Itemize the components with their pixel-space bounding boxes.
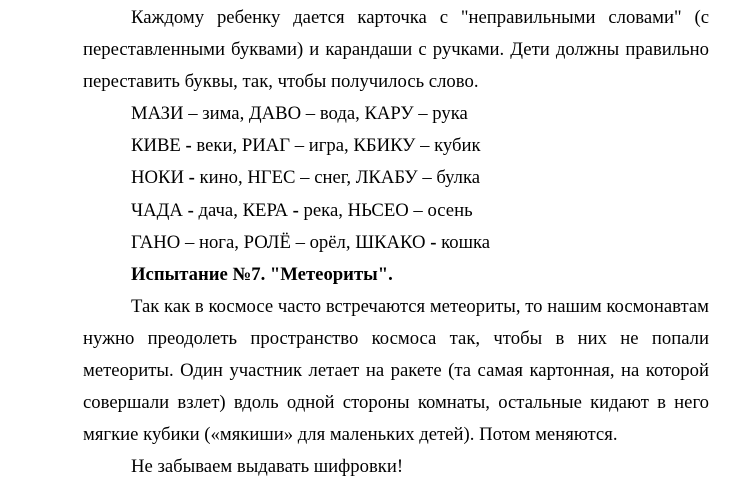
scrambled-word: ШКАКО — [355, 231, 426, 253]
word-line — [83, 130, 709, 162]
dash: – — [415, 135, 435, 157]
answer-word: рука — [432, 103, 468, 125]
scrambled-word: НЬСЕО — [347, 199, 409, 221]
dash: – — [413, 103, 433, 125]
scrambled-word: ДАВО — [248, 103, 302, 125]
answer-word: дача, — [198, 199, 243, 221]
scrambled-word: НОКИ — [131, 167, 184, 189]
word-line — [83, 227, 709, 259]
answer-word: снег, — [314, 167, 356, 189]
answer-word: осень — [427, 199, 473, 221]
scrambled-word: КЕРА — [242, 199, 288, 221]
scrambled-word: НГЕС — [247, 167, 296, 189]
closing-line: Не забываем выдавать шифровки! — [131, 456, 404, 478]
scrambled-word: КАРУ — [364, 103, 414, 125]
word-line — [83, 195, 709, 227]
answer-word: кубик — [434, 135, 481, 157]
document-page — [83, 2, 709, 483]
answer-word: веки, — [196, 135, 242, 157]
answer-word: кино, — [199, 167, 248, 189]
dash: - — [425, 231, 442, 253]
scrambled-word: ЧАДА — [131, 199, 183, 221]
dash: – — [417, 167, 437, 189]
answer-word: булка — [436, 167, 481, 189]
answer-word: вода, — [319, 103, 365, 125]
dash: - — [180, 135, 197, 157]
dash: – — [290, 135, 309, 157]
dash: – — [290, 231, 310, 253]
section-heading: Испытание №7. "Метеориты". — [131, 263, 393, 285]
word-list — [83, 98, 709, 258]
dash: - — [182, 199, 199, 221]
answer-word: орёл, — [309, 231, 356, 253]
answer-word: зима, — [202, 103, 249, 125]
scrambled-word: РИАГ — [241, 135, 291, 157]
answer-word: нога, — [198, 231, 244, 253]
dash: – — [408, 199, 428, 221]
dash: - — [287, 199, 304, 221]
scrambled-word: КБИКУ — [353, 135, 416, 157]
dash: – — [183, 103, 203, 125]
dash: – — [301, 103, 320, 125]
scrambled-word: ЛКАБУ — [355, 167, 418, 189]
answer-word: река, — [303, 199, 348, 221]
dash: – — [295, 167, 315, 189]
intro-paragraph: Каждому ребенку дается карточка с "неправильными словами" (с переставленными буквами) и карандаши с ручками. Дети должны правильно переставить буквы, так, чтобы получилось слово. — [83, 7, 709, 93]
scrambled-word: ГАНО — [131, 231, 181, 253]
scrambled-word: МАЗИ — [131, 103, 184, 125]
word-line — [83, 98, 709, 130]
word-line — [83, 162, 709, 194]
dash: - — [183, 167, 200, 189]
scrambled-word: РОЛЁ — [243, 231, 291, 253]
answer-word: кошка — [441, 231, 491, 253]
meteor-paragraph: Так как в космосе часто встречаются метеориты, то нашим космонавтам нужно преодолеть пространство космоса так, чтобы в них не попали метеориты. Один участник летает на ракете (та самая картонная, на которой совершали взлет) вдоль одной стороны комнаты, остальные кидают в него мягкие кубики («мякиши» для маленьких детей). Потом меняются. — [83, 295, 709, 446]
scrambled-word: КИВЕ — [131, 135, 181, 157]
answer-word: игра, — [308, 135, 354, 157]
dash: – — [180, 231, 199, 253]
